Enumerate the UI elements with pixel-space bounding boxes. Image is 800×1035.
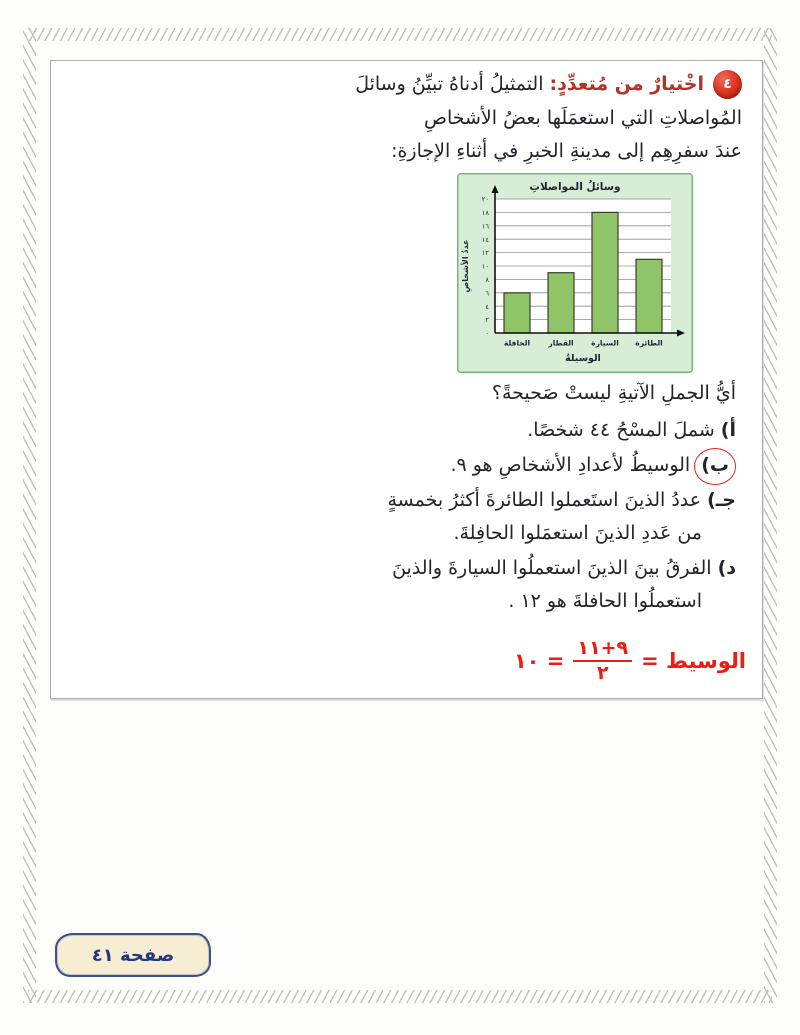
y-tick-label: ٨: [485, 276, 489, 284]
handwritten-answer: [514, 638, 746, 685]
bar-القطار: [548, 273, 574, 333]
option-first-line: [336, 484, 736, 517]
option-continuation-line: استعملُوا الحافلةَ هو ١٢ .: [508, 590, 702, 612]
option-label-wrap: [718, 552, 736, 585]
option-label-wrap: [721, 414, 736, 447]
frame-hatch-top: [28, 28, 772, 41]
frame-hatch-right: [764, 28, 777, 1003]
option-text: الوسيطُ لأعدادِ الأشخاصِ هو ٩.: [450, 454, 691, 476]
y-tick-label: ٤: [485, 302, 489, 311]
fraction-denominator: ٢: [596, 662, 609, 685]
y-tick-label: ٦: [485, 289, 489, 298]
option-label: د): [717, 557, 736, 579]
option-text: عددُ الذينَ استَعملوا الطائرةَ أكثرُ بخمسةٍ: [387, 489, 702, 511]
y-tick-label: ٢: [485, 316, 489, 325]
question-intro: [342, 68, 742, 169]
option-row: [336, 484, 736, 550]
y-axis-title: عددُ الأشخاصِ: [461, 239, 470, 293]
option-first-line: [336, 414, 736, 447]
transport-bar-chart: [457, 173, 693, 373]
bar-الطائرة: [636, 259, 662, 333]
chart-title: وسائلُ المواصلاتِ: [529, 181, 621, 193]
bar-chart-svg: [457, 173, 693, 373]
option-label-wrap: [707, 484, 736, 517]
fraction-numerator: ٩+١١: [573, 638, 632, 662]
x-axis-title: الوسيلةُ: [565, 353, 601, 364]
option-row: [336, 414, 736, 447]
option-text: الفرقُ بينَ الذينَ استعملُوا السيارةَ والذينَ: [392, 557, 712, 579]
question-intro-text: التمثيلُ أدناهُ تبيِّنُ وسائلَ: [355, 73, 544, 95]
question-heading: اخْتيارٌ من مُتعدِّدٍ:: [549, 73, 704, 95]
answer-result: = ١٠: [513, 649, 565, 674]
frame-hatch-left: [23, 28, 36, 1003]
x-category-label: الطائرة: [635, 338, 663, 348]
option-label: جـ): [707, 489, 736, 511]
frame-hatch-bottom: [28, 990, 772, 1003]
answer-fraction: [573, 638, 632, 685]
y-tick-label: ١٤: [481, 235, 489, 244]
option-label: ب): [701, 454, 729, 476]
y-tick-label: ١٢: [481, 249, 489, 258]
answer-label: الوسيط =: [641, 649, 746, 674]
option-text: شملَ المسْحُ ٤٤ شخصًا.: [527, 419, 715, 441]
y-tick-label: ١٦: [481, 222, 489, 231]
y-tick-label: ٢٠: [481, 195, 489, 204]
question-number-badge: ٤: [713, 70, 742, 99]
y-tick-label: ١٨: [481, 209, 489, 217]
option-first-line: [336, 552, 736, 585]
options-list: [336, 414, 736, 620]
y-tick-label: ٠: [485, 329, 489, 338]
option-row: [336, 552, 736, 618]
question-prompt: أيُّ الجملِ الآتيةِ ليستْ صَحيحةً؟: [491, 382, 736, 404]
x-category-label: السيارة: [591, 338, 619, 348]
question-intro-line-3: عندَ سفرِهِم إلى مدينةِ الخبرِ في أثناءِ الإجازةِ:: [391, 140, 742, 162]
question-intro-line-2: المُواصلاتِ التي استعمَلَها بعضُ الأشخاصِ: [423, 106, 742, 129]
option-first-line: [336, 449, 736, 482]
option-continuation-line: من عَددِ الذينَ استعمَلوا الحافِلةَ.: [453, 522, 702, 544]
y-tick-label: ١٠: [481, 262, 489, 271]
question-intro-line-1: [342, 68, 742, 102]
x-category-label: القطار: [548, 338, 574, 348]
option-row: [336, 449, 736, 482]
page-number-badge: [55, 933, 211, 977]
bar-السيارة: [592, 212, 618, 333]
content-box: [50, 60, 763, 699]
option-label-wrap: [694, 448, 736, 485]
bar-الحافلة: [504, 293, 530, 333]
x-category-label: الحافلة: [503, 338, 531, 348]
option-label: أ): [720, 419, 736, 441]
page-number-label: صفحة ٤١: [91, 944, 175, 966]
